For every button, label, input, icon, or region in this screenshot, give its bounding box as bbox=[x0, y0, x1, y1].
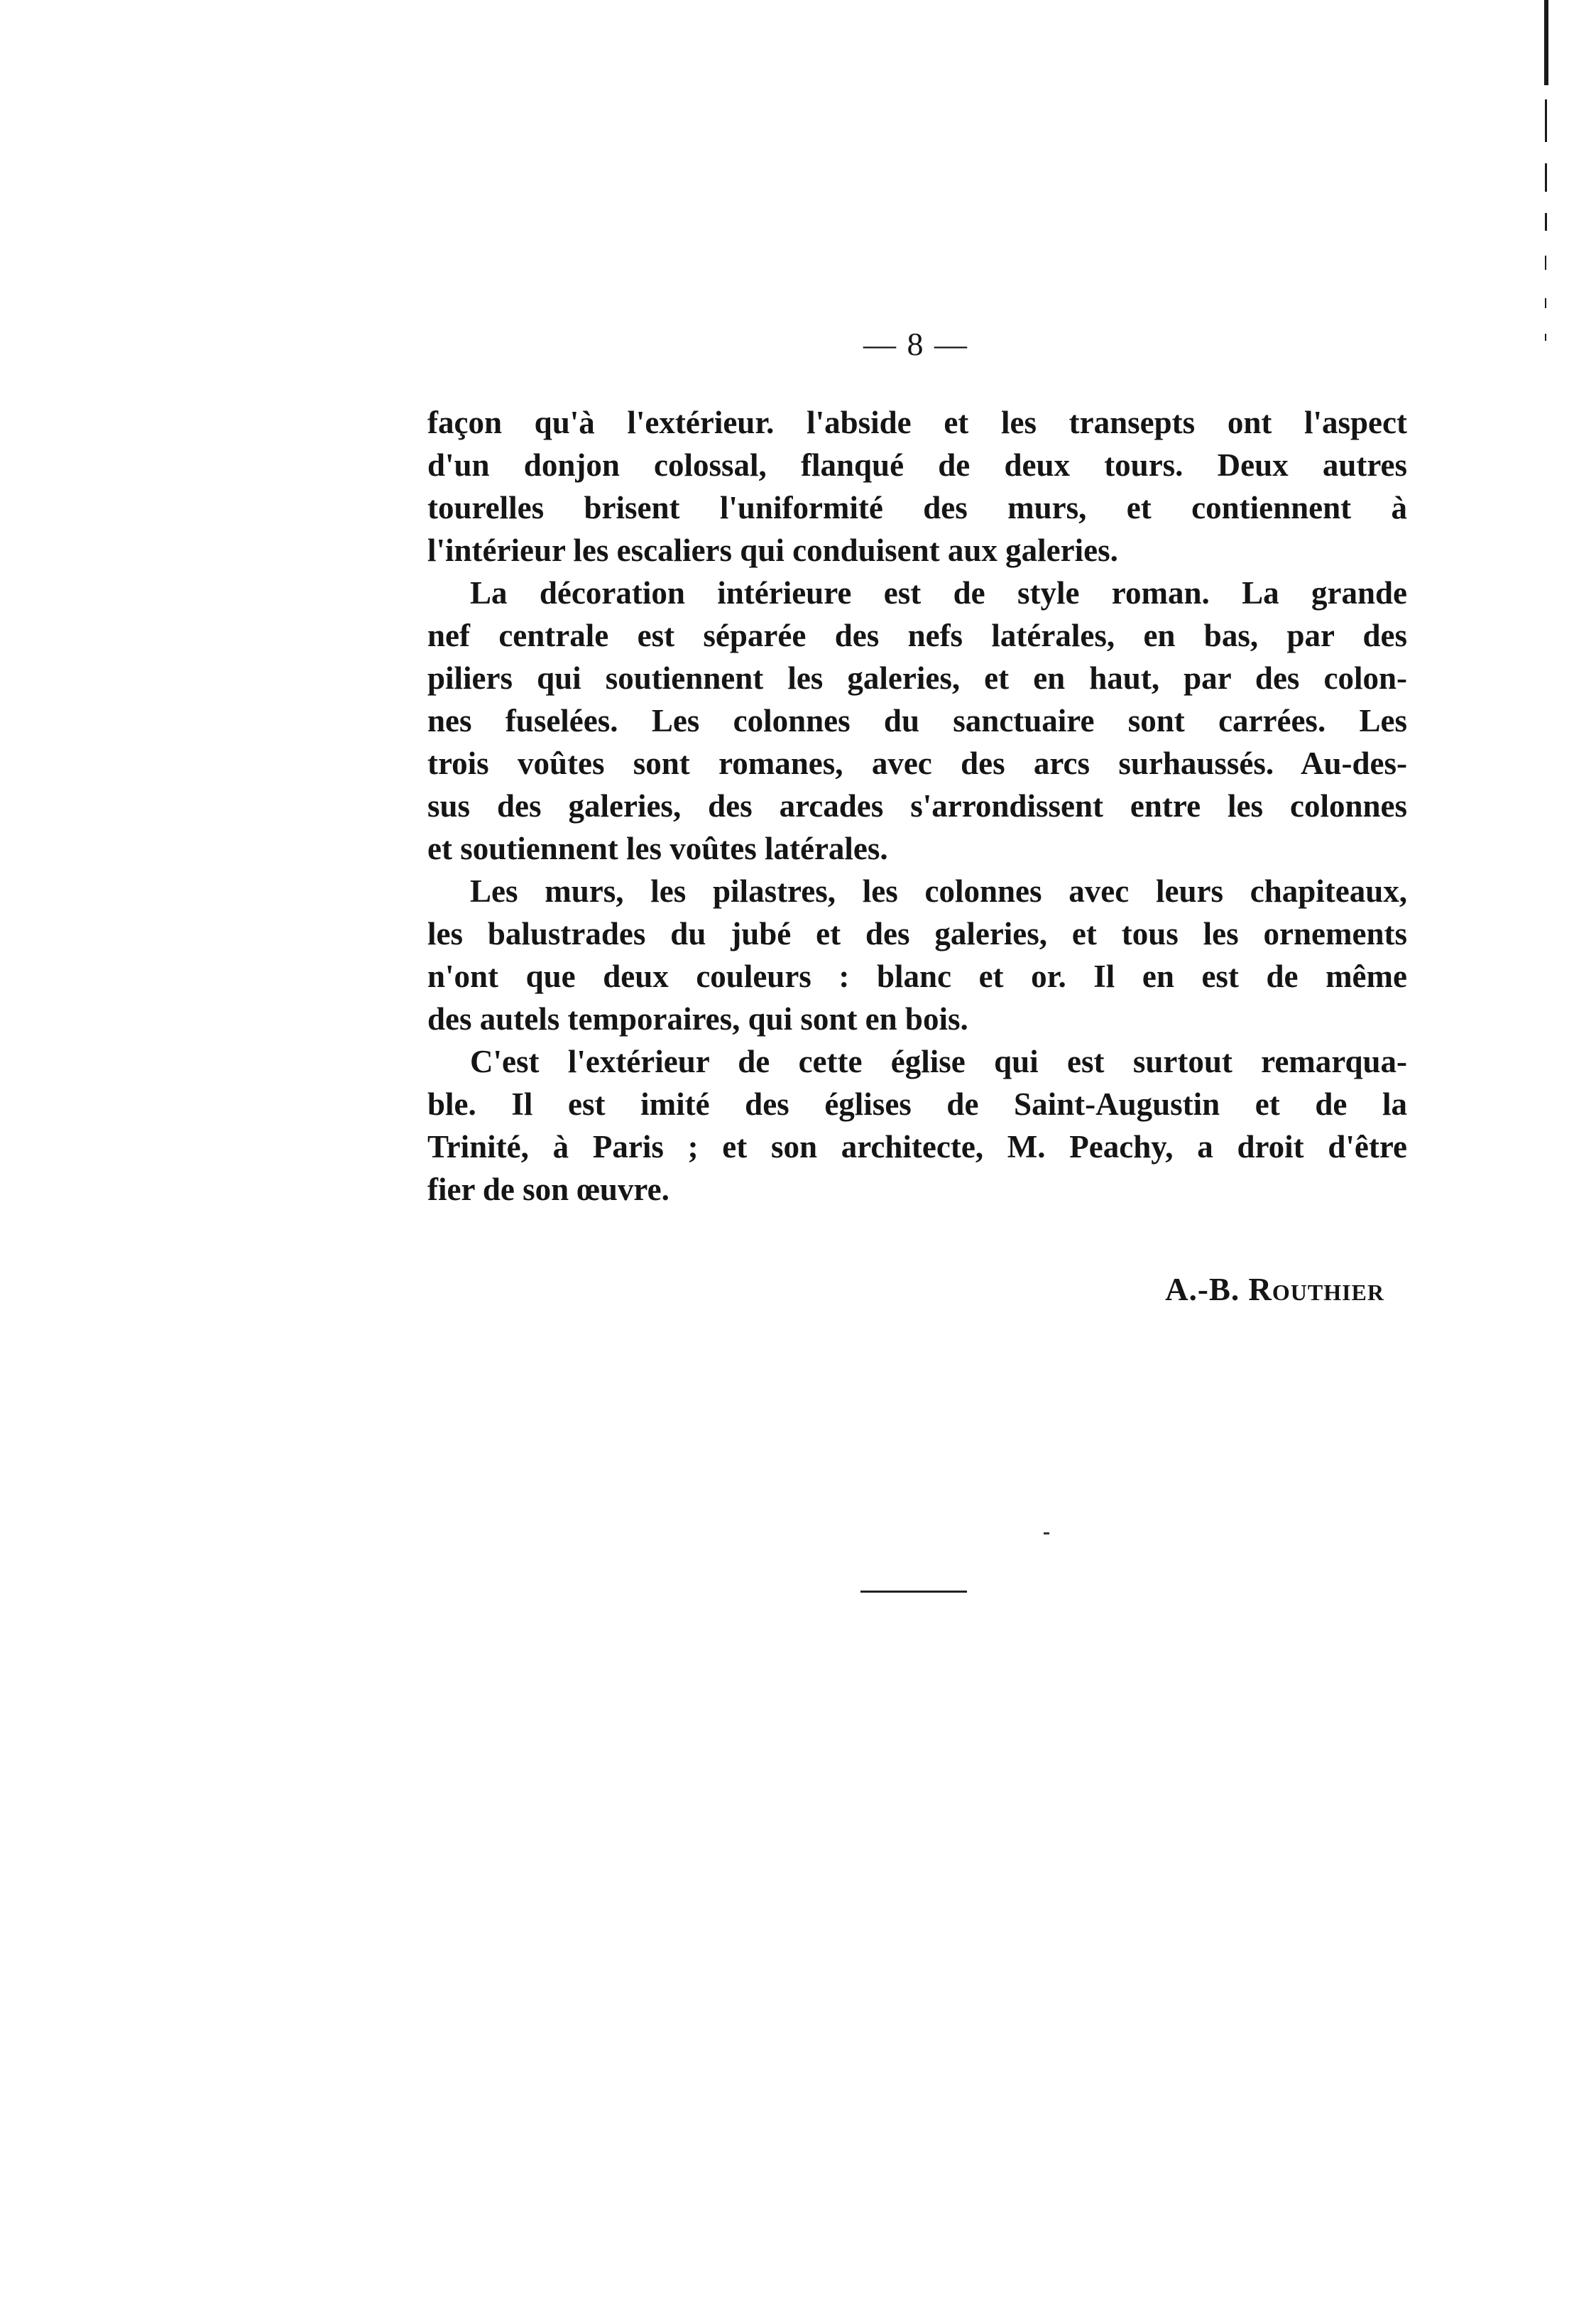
text-line: Trinité, à Paris ; et son architecte, M. Peachy, a droit d'être bbox=[427, 1129, 1407, 1165]
text-line: des autels temporaires, qui sont en bois. bbox=[427, 1001, 968, 1037]
text-line: La décoration intérieure est de style roman. La grande bbox=[470, 575, 1407, 611]
text-line: Les murs, les pilastres, les colonnes avec leurs chapiteaux, bbox=[470, 873, 1407, 909]
text-line: façon qu'à l'extérieur. l'abside et les transepts ont l'aspect bbox=[427, 405, 1407, 440]
text-line: C'est l'extérieur de cette église qui est surtout remarqua- bbox=[470, 1044, 1407, 1079]
text-line: nes fuselées. Les colonnes du sanctuaire sont carrées. Les bbox=[427, 703, 1407, 738]
text-line: trois voûtes sont romanes, avec des arcs surhaussés. Au-des- bbox=[427, 746, 1407, 781]
text-line: l'intérieur les escaliers qui conduisent aux galeries. bbox=[427, 533, 1118, 568]
text-line: et soutiennent les voûtes latérales. bbox=[427, 831, 888, 866]
author-signature: A.-B. Routhier bbox=[1165, 1272, 1384, 1307]
paragraph bbox=[427, 1040, 1407, 1211]
text-line: n'ont que deux couleurs : blanc et or. Il en est de même bbox=[427, 959, 1407, 994]
text-line: ble. Il est imité des églises de Saint-Augustin et de la bbox=[427, 1086, 1407, 1122]
text-line: tourelles brisent l'uniformité des murs, et contiennent à bbox=[427, 490, 1407, 525]
text-line: fier de son œuvre. bbox=[427, 1172, 669, 1207]
text-line: piliers qui soutiennent les galeries, et en haut, par des colon- bbox=[427, 660, 1407, 696]
text-line: les balustrades du jubé et des galeries, et tous les ornements bbox=[427, 916, 1407, 951]
paragraph bbox=[427, 870, 1407, 1040]
text-line: sus des galeries, des arcades s'arrondissent entre les colonnes bbox=[427, 788, 1407, 824]
paragraph bbox=[427, 572, 1407, 870]
text-line: d'un donjon colossal, flanqué de deux tours. Deux autres bbox=[427, 447, 1407, 483]
body-text bbox=[427, 401, 1407, 1211]
page-number: — 8 — bbox=[863, 326, 968, 362]
stray-mark bbox=[1044, 1532, 1049, 1534]
scan-edge-marks bbox=[1544, 0, 1548, 376]
paragraph bbox=[427, 401, 1407, 572]
text-line: nef centrale est séparée des nefs latérales, en bas, par des bbox=[427, 618, 1407, 653]
end-rule bbox=[860, 1591, 967, 1593]
